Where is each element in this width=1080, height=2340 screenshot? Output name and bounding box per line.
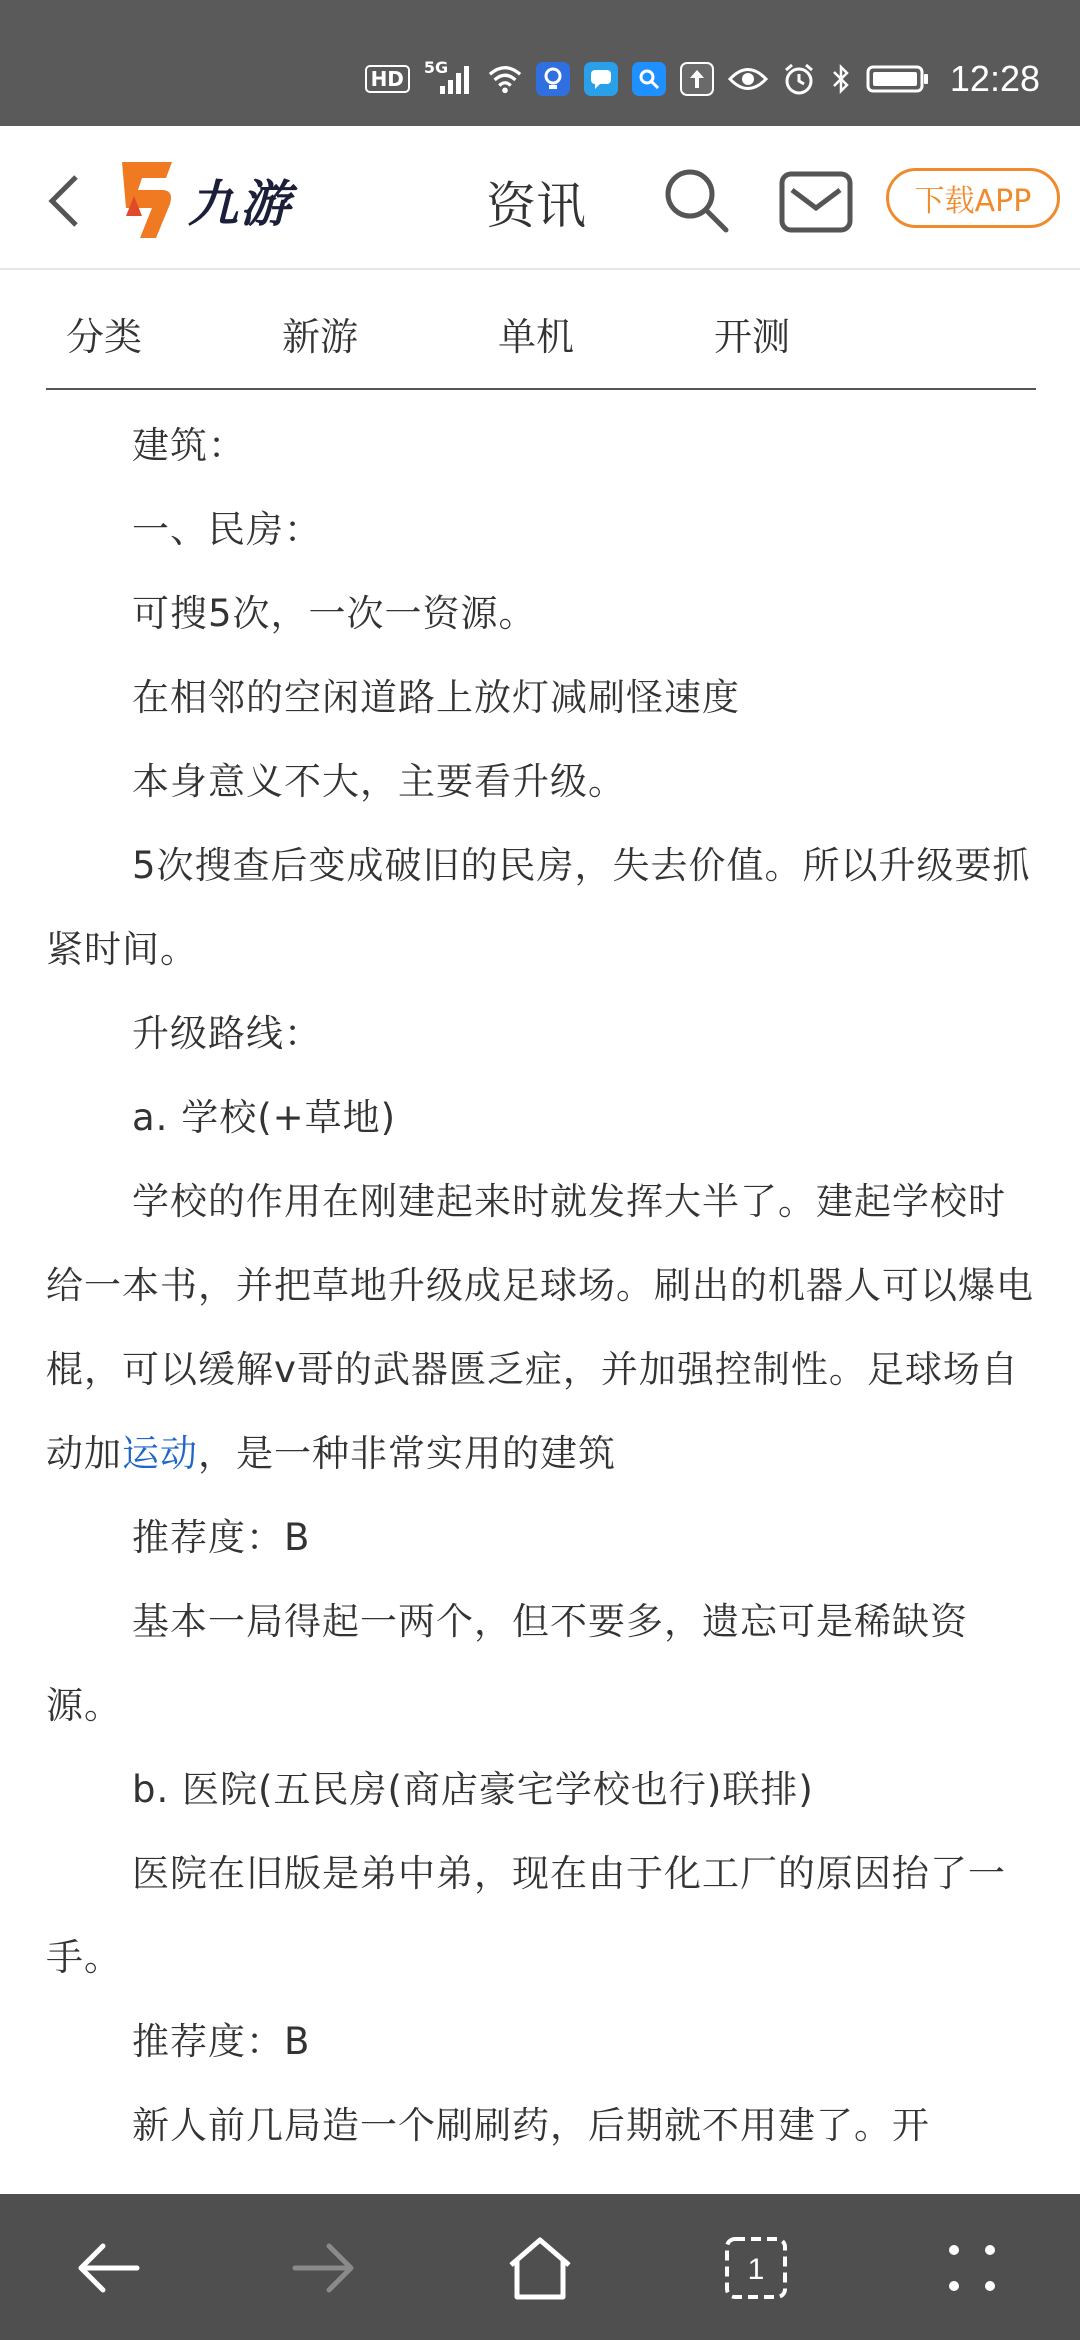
paragraph: 5次搜查后变成破旧的民房，失去价值。所以升级要抓紧时间。 — [46, 844, 1031, 971]
download-app-button[interactable]: 下载APP — [886, 168, 1060, 228]
nine-game-logo-icon — [112, 156, 182, 244]
paragraph: 建筑： — [132, 424, 246, 467]
tab-category[interactable]: 分类 — [66, 315, 143, 359]
tab-new-games[interactable]: 新游 — [282, 315, 359, 359]
lightbulb-app-icon — [536, 62, 570, 96]
chevron-left-icon — [44, 171, 84, 231]
paragraph-text: ，是一种非常实用的建筑 — [198, 1432, 616, 1475]
status-bar — [0, 0, 1080, 126]
paragraph: 升级路线： — [132, 1012, 322, 1055]
cell-signal-icon — [423, 58, 474, 96]
nav-tabs-button[interactable] — [716, 2228, 796, 2308]
paragraph: b. 医院(五民房(商店豪宅学校也行)联排) — [132, 1768, 814, 1811]
tabs-icon — [721, 2233, 791, 2303]
logo-text: 九游 — [188, 175, 292, 233]
eye-icon — [728, 62, 768, 96]
mail-icon — [778, 170, 854, 234]
paragraph: 一、民房： — [132, 508, 322, 551]
paragraph: 推荐度：B — [132, 1516, 311, 1559]
nav-home-button[interactable] — [500, 2228, 580, 2308]
site-header — [0, 126, 1080, 270]
menu-dots-icon — [942, 2238, 1002, 2298]
messages-button[interactable] — [778, 170, 854, 234]
back-button[interactable] — [34, 166, 94, 236]
nav-forward-button[interactable] — [284, 2228, 364, 2308]
arrow-right-icon — [289, 2238, 359, 2298]
nav-back-button[interactable] — [68, 2228, 148, 2308]
search-button[interactable] — [660, 164, 732, 236]
tab-beta-test[interactable]: 开测 — [714, 315, 791, 359]
hd-badge: HD — [365, 65, 410, 93]
section-title[interactable]: 资讯 — [486, 177, 586, 235]
sport-link[interactable]: 运动 — [122, 1432, 198, 1475]
battery-icon — [866, 62, 930, 96]
divider — [46, 388, 1036, 390]
paragraph: a. 学校(+草地) — [132, 1096, 397, 1139]
home-icon — [505, 2235, 575, 2301]
status-icons — [365, 52, 1040, 106]
nav-menu-button[interactable] — [932, 2228, 1012, 2308]
search-app-icon — [632, 62, 666, 96]
paragraph: 可搜5次，一次一资源。 — [132, 592, 537, 635]
upload-icon — [680, 62, 714, 96]
tab-count: 1 — [747, 2253, 765, 2286]
browser-bottom-nav — [0, 2194, 1080, 2340]
bluetooth-icon — [830, 62, 852, 96]
paragraph: 医院在旧版是弟中弟，现在由于化工厂的原因抬了一手。 — [46, 1852, 1006, 1979]
signal-label: 5G — [423, 58, 449, 77]
paragraph-text: 学校的作用在刚建起来时就发挥大半了。建起学校时给一本书，并把草地升级成足球场。刷出的机器人可以爆电棍，可以缓解v哥的武器匮乏症，并加强控制性。足球场自动加 — [46, 1180, 1034, 1475]
paragraph: 在相邻的空闲道路上放灯减刷怪速度 — [132, 676, 740, 719]
article-body — [46, 404, 1036, 2194]
tab-single-player[interactable]: 单机 — [498, 315, 575, 359]
paragraph: 新人前几局造一个刷刷药，后期就不用建了。开 — [132, 2104, 930, 2147]
paragraph: 本身意义不大，主要看升级。 — [132, 760, 626, 803]
chat-app-icon — [584, 62, 618, 96]
alarm-icon — [782, 62, 816, 96]
paragraph: 推荐度：B — [132, 2020, 311, 2063]
arrow-left-icon — [73, 2238, 143, 2298]
category-tabs — [0, 270, 1080, 390]
search-icon — [660, 164, 732, 236]
wifi-icon — [488, 62, 522, 96]
logo[interactable] — [112, 154, 292, 246]
clock: 12:28 — [949, 58, 1040, 99]
paragraph: 基本一局得起一两个，但不要多，遗忘可是稀缺资源。 — [46, 1600, 968, 1727]
paragraph — [46, 1160, 1036, 1496]
